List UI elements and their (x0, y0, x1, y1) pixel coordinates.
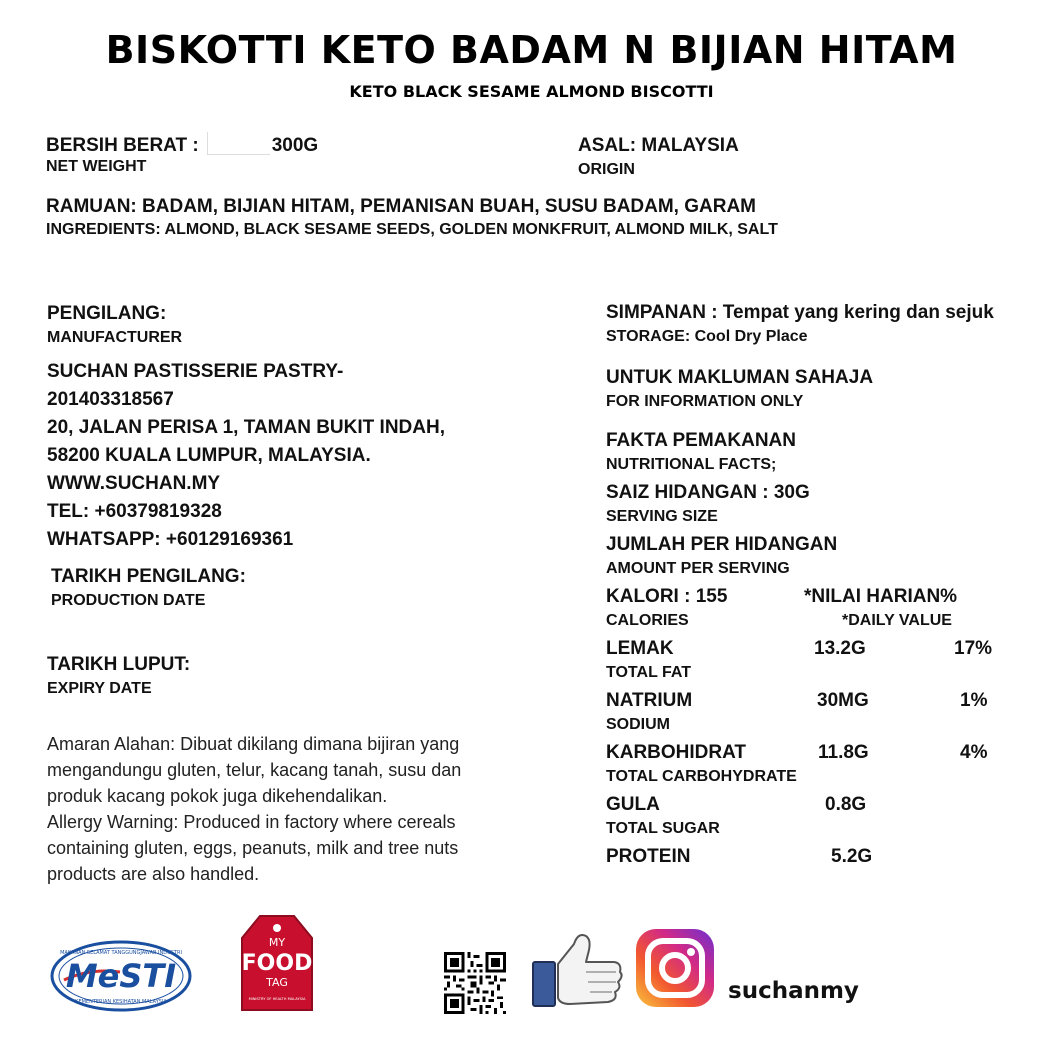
nutrition-label: FAKTA PEMAKANAN (606, 430, 796, 451)
nutrient-amount-sodium: 30MG (817, 690, 869, 711)
serving-size-label: SAIZ HIDANGAN : 30G (606, 482, 810, 503)
nutrient-sub-carbohydrate: TOTAL CARBOHYDRATE (606, 768, 797, 785)
address-line: 20, JALAN PERISA 1, TAMAN BUKIT INDAH, (47, 417, 445, 438)
telephone: TEL: +60379819328 (47, 501, 222, 522)
nutrient-sub-fat: TOTAL FAT (606, 664, 692, 681)
food-tag-tag: TAG (266, 976, 288, 989)
storage-label: SIMPANAN : Tempat yang kering dan sejuk (606, 302, 994, 323)
nutrient-amount-fat: 13.2G (814, 638, 866, 659)
net-weight-box (207, 132, 270, 155)
manufacturer-address (47, 358, 445, 554)
nutrient-label-carbohydrate: KARBOHIDRAT (606, 742, 747, 763)
calories-sub: CALORIES (606, 612, 689, 629)
net-weight-sub: NET WEIGHT (46, 158, 147, 175)
nutrition-sub: NUTRITIONAL FACTS; (606, 456, 777, 473)
manufacturer-sub: MANUFACTURER (47, 329, 183, 346)
nutrient-sub-sodium: SODIUM (606, 716, 670, 733)
mesti-logo-text: MeSTI (65, 957, 177, 995)
daily-value-sub: *DAILY VALUE (842, 612, 952, 629)
origin-sub: ORIGIN (578, 161, 635, 178)
nutrient-label-fat: LEMAK (606, 638, 674, 659)
serving-size-sub: SERVING SIZE (606, 508, 718, 525)
net-weight-value: 300G (271, 135, 319, 156)
whatsapp: WHATSAPP: +60129169361 (47, 529, 294, 550)
allergy-warning (47, 731, 517, 887)
address-line: 58200 KUALA LUMPUR, MALAYSIA. (47, 445, 371, 466)
net-weight (46, 132, 318, 157)
address-line: SUCHAN PASTISSERIE PASTRY- (47, 361, 344, 382)
nutrient-dv-sodium: 1% (960, 690, 988, 711)
net-weight-label: BERSIH BERAT : (46, 135, 199, 156)
instagram-icon (634, 927, 716, 1009)
amount-per-serving-sub: AMOUNT PER SERVING (606, 560, 790, 577)
amount-per-serving-label: JUMLAH PER HIDANGAN (606, 534, 838, 555)
allergy-line: mengandungu gluten, telur, kacang tanah, susu dan (47, 760, 462, 780)
nutrient-label-sugar: GULA (606, 794, 660, 815)
nutrient-dv-carbohydrate: 4% (960, 742, 988, 763)
mesti-logo-top-text: MAKANAN SELAMAT TANGGUNGJAWAB INDUSTRI (60, 950, 182, 956)
ingredients-sub: INGREDIENTS: ALMOND, BLACK SESAME SEEDS, GOLDEN MONKFRUIT, ALMOND MILK, SALT (46, 221, 778, 238)
info-only-sub: FOR INFORMATION ONLY (606, 393, 804, 410)
production-date-label: TARIKH PENGILANG: (51, 566, 246, 587)
allergy-line: products are also handled. (47, 864, 260, 884)
manufacturer-label: PENGILANG: (47, 303, 167, 324)
nutrient-label-sodium: NATRIUM (606, 690, 693, 711)
nutrient-label-protein: PROTEIN (606, 846, 691, 867)
my-food-tag-logo (240, 912, 314, 1014)
mesti-logo (50, 940, 192, 1012)
production-date-sub: PRODUCTION DATE (51, 592, 206, 609)
allergy-line: Amaran Alahan: Dibuat dikilang dimana bijiran yang (47, 734, 460, 754)
storage-sub: STORAGE: Cool Dry Place (606, 328, 808, 345)
info-only-label: UNTUK MAKLUMAN SAHAJA (606, 367, 874, 388)
nutrient-amount-protein: 5.2G (831, 846, 873, 867)
website: WWW.SUCHAN.MY (47, 473, 221, 494)
allergy-line: containing gluten, eggs, peanuts, milk and tree nuts (47, 838, 459, 858)
expiry-date-sub: EXPIRY DATE (47, 680, 152, 697)
allergy-line: produk kacang pokok juga dikehendalikan. (47, 786, 388, 806)
ingredients-label: RAMUAN: BADAM, BIJIAN HITAM, PEMANISAN BUAH, SUSU BADAM, GARAM (46, 196, 757, 217)
food-tag-my: MY (268, 936, 286, 949)
qr-code-icon (444, 952, 506, 1014)
thumbs-up-icon (530, 930, 624, 1010)
mesti-logo-bottom-text: KEMENTERIAN KESIHATAN MALAYSIA (75, 999, 167, 1005)
calories-label: KALORI : 155 (606, 586, 728, 607)
product-subtitle: KETO BLACK SESAME ALMOND BISCOTTI (349, 82, 714, 101)
address-line: 201403318567 (47, 389, 174, 410)
nutrient-dv-fat: 17% (954, 638, 993, 659)
daily-value-label: *NILAI HARIAN% (804, 586, 958, 607)
nutrient-amount-carbohydrate: 11.8G (818, 742, 869, 763)
food-tag-food: FOOD (241, 951, 313, 976)
nutrient-amount-sugar: 0.8G (825, 794, 867, 815)
allergy-line: Allergy Warning: Produced in factory where cereals (47, 812, 456, 832)
expiry-date-label: TARIKH LUPUT: (47, 654, 191, 675)
origin-label: ASAL: MALAYSIA (578, 135, 739, 156)
instagram-handle[interactable]: suchanmy (728, 978, 859, 1004)
nutrient-sub-sugar: TOTAL SUGAR (606, 820, 720, 837)
food-tag-bottom: MINISTRY OF HEALTH MALAYSIA (248, 997, 306, 1001)
product-title: BISKOTTI KETO BADAM N BIJIAN HITAM (105, 28, 958, 72)
